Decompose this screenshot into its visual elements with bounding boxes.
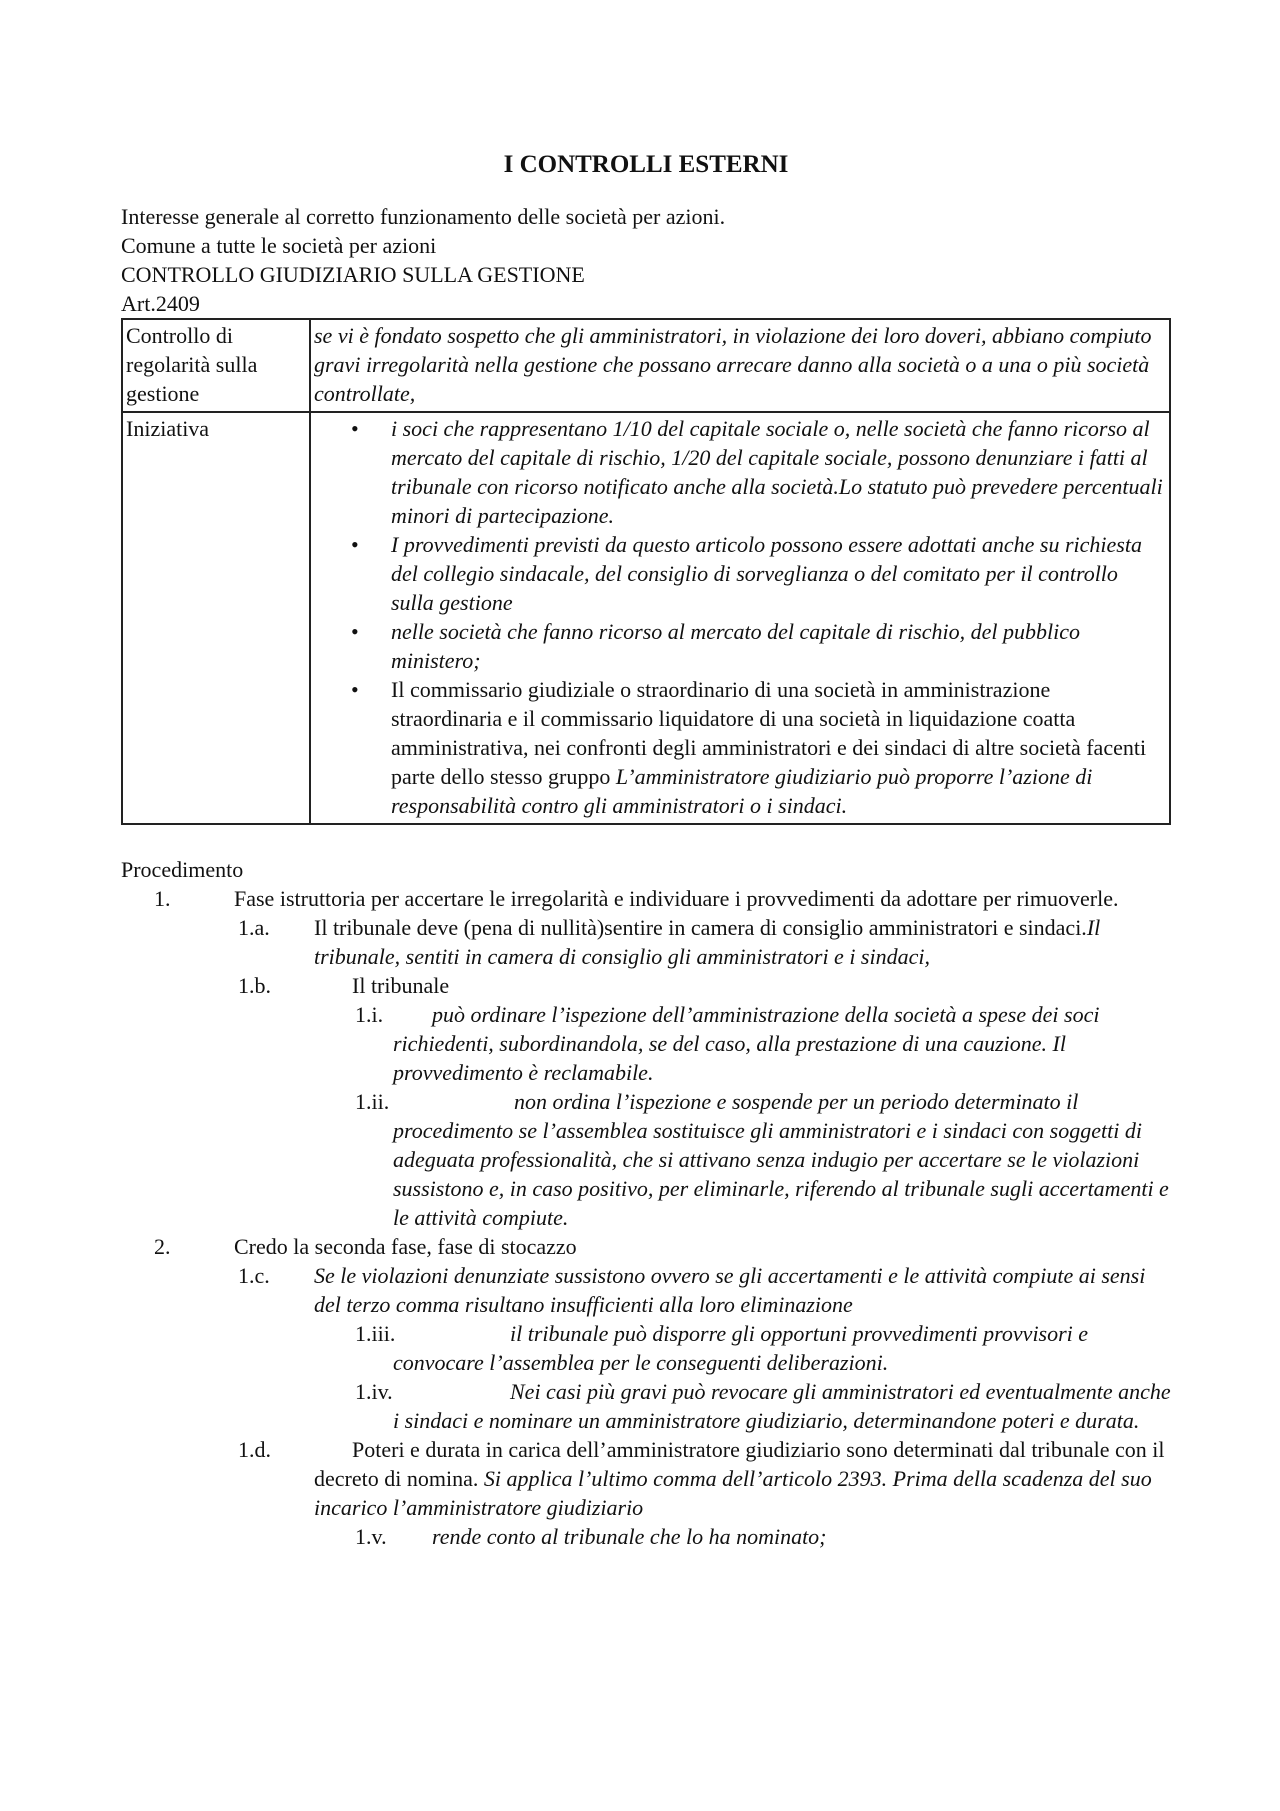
item-text: il tribunale può disporre gli opportuni provvedimenti provvisori e convocare l’assemblea per le conseguenti deliberazioni.	[393, 1321, 1089, 1375]
item-number: 1.i.	[355, 1002, 384, 1027]
item-number: 1.d.	[238, 1437, 271, 1462]
document-page	[121, 150, 1171, 1551]
list-item-text: L’amministratore giudiziario può proporre l’azione di responsabilità contro gli amministratori o i sindaci.	[391, 764, 1093, 818]
table-row	[122, 412, 1170, 824]
table-row	[122, 319, 1170, 412]
procedure-section	[121, 855, 1171, 1551]
list-item	[121, 1261, 1171, 1319]
item-text: Il tribunale, sentiti in camera di consiglio gli amministratori e i sindaci,	[314, 915, 1101, 969]
item-text: rende conto al tribunale che lo ha nominato;	[432, 1524, 827, 1549]
section-heading: Procedimento	[121, 857, 244, 882]
item-number: 1.c.	[238, 1263, 270, 1288]
item-text: Fase istruttoria per accertare le irregolarità e individuare i provvedimenti da adottare per rimuoverle.	[234, 886, 1119, 911]
intro-block	[121, 202, 1171, 318]
item-number: 1.b.	[238, 973, 271, 998]
item-text: Se le violazioni denunziate sussistono ovvero se gli accertamenti e le attività compiute ai sensi del terzo comma risultano insufficienti alla loro eliminazione	[314, 1263, 1146, 1317]
item-number: 1.	[154, 886, 171, 911]
initiative-list	[314, 414, 1166, 820]
item-number: 1.ii.	[355, 1089, 390, 1114]
table-label-cell: Controllo di regolarità sulla gestione	[122, 319, 310, 412]
intro-line: Interesse generale al corretto funzionamento delle società per azioni.	[121, 204, 726, 229]
list-item	[121, 1000, 1171, 1087]
item-number: 1.iv.	[355, 1379, 393, 1404]
list-item	[121, 1377, 1171, 1435]
table-content-cell: se vi è fondato sospetto che gli amministratori, in violazione dei loro doveri, abbiano compiuto gravi irregolarità nella gestione che possano arrecare danno alla società o a una o più società controllate,	[310, 319, 1170, 412]
item-number: 2.	[154, 1234, 171, 1259]
item-text: non ordina l’ispezione e sospende per un periodo determinato il procedimento se l’assemblea sostituisce gli amministratori e i sindaci con soggetti di adeguata professionalità, che si attivano senza indugio per accertare se le violazioni sussistono e, in caso positivo, per eliminarle, riferendo al tribunale sugli accertamenti e le attività compiute.	[393, 1089, 1169, 1230]
item-number: 1.iii.	[355, 1321, 396, 1346]
list-item	[121, 1435, 1171, 1522]
item-number: 1.v.	[355, 1524, 387, 1549]
list-item-text: Il commissario giudiziale o straordinario di una società in amministrazione straordinaria e il commissario liquidatore di una società in liquidazione coatta amministrativa, nei confronti degli amministratori e dei sindaci di altre società facenti parte dello stesso gruppo	[391, 677, 1147, 789]
item-text: Si applica l’ultimo comma dell’articolo 2393. Prima della scadenza del suo incarico l’amministratore giudiziario	[314, 1466, 1152, 1520]
list-item: • nelle società che fanno ricorso al mercato del capitale di rischio, del pubblico ministero;	[391, 617, 1166, 675]
item-text: può ordinare l’ispezione dell’amministrazione della società a spese dei soci richiedenti, subordinandola, se del caso, alla prestazione di una cauzione. Il provvedimento è reclamabile.	[393, 1002, 1100, 1085]
list-item: • i soci che rappresentano 1/10 del capitale sociale o, nelle società che fanno ricorso al mercato del capitale di rischio, 1/20 del capitale sociale, possono denunziare i fatti al tribunale con ricorso notificato anche alla società.Lo statuto può prevedere percentuali minori di partecipazione.	[391, 414, 1166, 530]
intro-line: Comune a tutte le società per azioni	[121, 233, 437, 258]
intro-line: CONTROLLO GIUDIZIARIO SULLA GESTIONE	[121, 262, 585, 287]
list-item	[121, 884, 1171, 913]
list-item	[121, 971, 1171, 1000]
list-item	[121, 1319, 1171, 1377]
table-label-cell: Iniziativa	[122, 412, 310, 824]
intro-line: Art.2409	[121, 291, 200, 316]
list-item	[121, 913, 1171, 971]
article-table	[121, 318, 1171, 825]
document-title: I CONTROLLI ESTERNI	[503, 151, 789, 178]
item-text: Nei casi più gravi può revocare gli amministratori ed eventualmente anche i sindaci e nominare un amministratore giudiziario, determinandone poteri e durata.	[393, 1379, 1171, 1433]
item-text: Il tribunale deve (pena di nullità)sentire in camera di consiglio amministratori e sindaci.	[314, 915, 1087, 940]
list-item	[121, 1522, 1171, 1551]
item-text: Credo la seconda fase, fase di stocazzo	[234, 1234, 577, 1259]
list-item	[121, 1232, 1171, 1261]
table-content-cell	[310, 412, 1170, 824]
list-item: • I provvedimenti previsti da questo articolo possono essere adottati anche su richiesta del collegio sindacale, del consiglio di sorveglianza o del comitato per il controllo sulla gestione	[391, 530, 1166, 617]
list-item	[121, 1087, 1171, 1232]
item-text: Poteri e durata in carica dell’amministratore giudiziario sono determinati dal tribunale con il decreto di nomina.	[314, 1437, 1165, 1491]
item-text: Il tribunale	[352, 973, 450, 998]
list-item	[391, 675, 1166, 820]
item-number: 1.a.	[238, 915, 270, 940]
